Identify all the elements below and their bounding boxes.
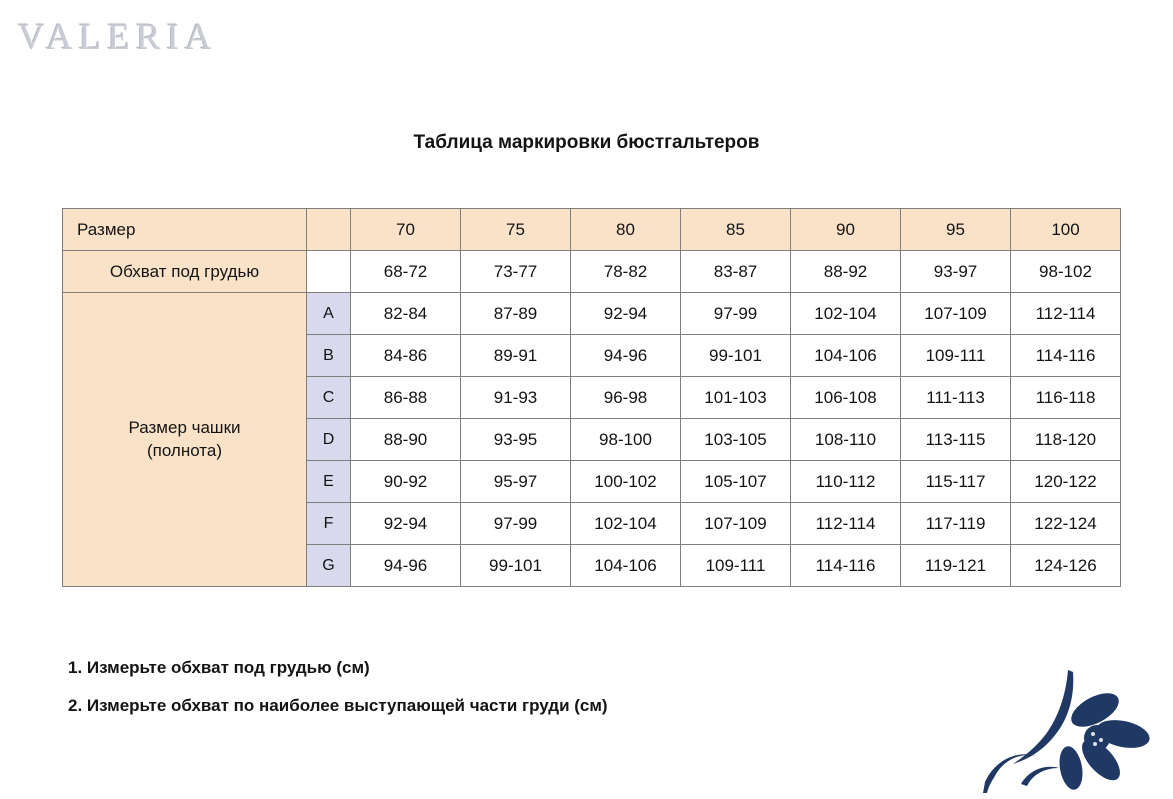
cup-d-85: 103-105 — [681, 419, 791, 461]
cup-g-85: 109-111 — [681, 545, 791, 587]
underbust-90: 88-92 — [791, 251, 901, 293]
bra-size-table — [62, 208, 1121, 587]
header-size-70: 70 — [351, 209, 461, 251]
cup-e-70: 90-92 — [351, 461, 461, 503]
cup-b-70: 84-86 — [351, 335, 461, 377]
header-size-85: 85 — [681, 209, 791, 251]
underbust-cup-spacer — [307, 251, 351, 293]
brand-logo: VALERIA — [18, 17, 218, 58]
cup-letter-e: E — [307, 461, 351, 503]
cup-d-80: 98-100 — [571, 419, 681, 461]
cup-label-line1: Размер чашки — [128, 417, 241, 437]
cup-f-85: 107-109 — [681, 503, 791, 545]
size-table-container — [62, 208, 1118, 587]
cup-e-75: 95-97 — [461, 461, 571, 503]
cup-c-100: 116-118 — [1011, 377, 1121, 419]
cup-a-100: 112-114 — [1011, 293, 1121, 335]
header-size-100: 100 — [1011, 209, 1121, 251]
cup-a-90: 102-104 — [791, 293, 901, 335]
cup-letter-d: D — [307, 419, 351, 461]
header-size-90: 90 — [791, 209, 901, 251]
cup-c-90: 106-108 — [791, 377, 901, 419]
cup-d-75: 93-95 — [461, 419, 571, 461]
cup-b-90: 104-106 — [791, 335, 901, 377]
cup-b-95: 109-111 — [901, 335, 1011, 377]
cup-c-95: 111-113 — [901, 377, 1011, 419]
cup-a-80: 92-94 — [571, 293, 681, 335]
cup-letter-b: B — [307, 335, 351, 377]
cup-e-100: 120-122 — [1011, 461, 1121, 503]
header-size-75: 75 — [461, 209, 571, 251]
underbust-95: 93-97 — [901, 251, 1011, 293]
cup-label-line2: (полнота) — [146, 440, 223, 460]
cup-g-80: 104-106 — [571, 545, 681, 587]
table-row-cup-a — [63, 293, 1121, 335]
header-cup-spacer — [307, 209, 351, 251]
cup-b-100: 114-116 — [1011, 335, 1121, 377]
cup-e-95: 115-117 — [901, 461, 1011, 503]
cup-e-90: 110-112 — [791, 461, 901, 503]
cup-d-95: 113-115 — [901, 419, 1011, 461]
cup-g-95: 119-121 — [901, 545, 1011, 587]
cup-a-70: 82-84 — [351, 293, 461, 335]
cup-c-80: 96-98 — [571, 377, 681, 419]
cup-g-75: 99-101 — [461, 545, 571, 587]
cup-c-75: 91-93 — [461, 377, 571, 419]
cup-b-75: 89-91 — [461, 335, 571, 377]
row-label-underbust: Обхват под грудью — [63, 251, 307, 293]
cup-letter-g: G — [307, 545, 351, 587]
cup-a-85: 97-99 — [681, 293, 791, 335]
instruction-step-2: 2. Измерьте обхват по наиболее выступающей части груди (см) — [68, 696, 608, 715]
underbust-85: 83-87 — [681, 251, 791, 293]
cup-g-70: 94-96 — [351, 545, 461, 587]
cup-letter-c: C — [307, 377, 351, 419]
cup-f-100: 122-124 — [1011, 503, 1121, 545]
cup-d-100: 118-120 — [1011, 419, 1121, 461]
cup-g-90: 114-116 — [791, 545, 901, 587]
flower-ornament-icon — [925, 664, 1155, 794]
table-row-underbust — [63, 251, 1121, 293]
header-size-95: 95 — [901, 209, 1011, 251]
cup-a-95: 107-109 — [901, 293, 1011, 335]
page-title: Таблица маркировки бюстгальтеров — [413, 132, 760, 153]
cup-g-100: 124-126 — [1011, 545, 1121, 587]
row-label-cup-size — [63, 293, 307, 587]
underbust-70: 68-72 — [351, 251, 461, 293]
cup-c-85: 101-103 — [681, 377, 791, 419]
table-row-header — [63, 209, 1121, 251]
cup-letter-f: F — [307, 503, 351, 545]
underbust-80: 78-82 — [571, 251, 681, 293]
cup-f-90: 112-114 — [791, 503, 901, 545]
cup-f-70: 92-94 — [351, 503, 461, 545]
cup-f-95: 117-119 — [901, 503, 1011, 545]
header-size-80: 80 — [571, 209, 681, 251]
cup-f-80: 102-104 — [571, 503, 681, 545]
cup-b-85: 99-101 — [681, 335, 791, 377]
cup-c-70: 86-88 — [351, 377, 461, 419]
cup-e-85: 105-107 — [681, 461, 791, 503]
cup-d-90: 108-110 — [791, 419, 901, 461]
cup-a-75: 87-89 — [461, 293, 571, 335]
cup-d-70: 88-90 — [351, 419, 461, 461]
underbust-75: 73-77 — [461, 251, 571, 293]
cup-b-80: 94-96 — [571, 335, 681, 377]
cup-e-80: 100-102 — [571, 461, 681, 503]
cup-f-75: 97-99 — [461, 503, 571, 545]
header-label-size: Размер — [63, 209, 307, 251]
underbust-100: 98-102 — [1011, 251, 1121, 293]
instructions — [68, 658, 608, 734]
instruction-step-1: 1. Измерьте обхват под грудью (см) — [68, 658, 370, 677]
cup-letter-a: A — [307, 293, 351, 335]
